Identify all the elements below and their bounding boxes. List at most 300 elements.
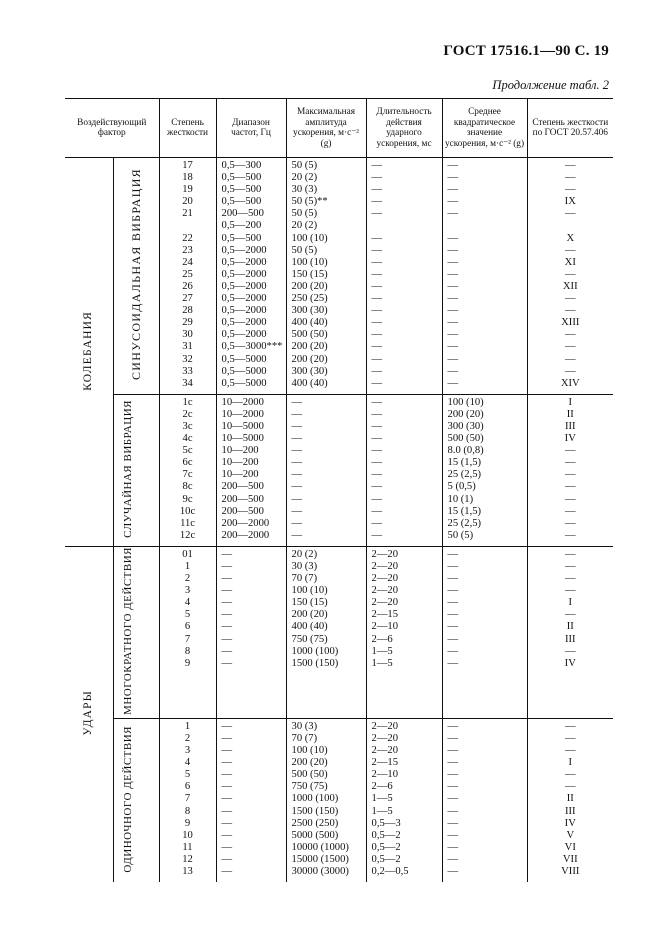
cell-ref: — <box>564 208 576 220</box>
cell-ref: X <box>566 232 575 244</box>
cell-ref: IV <box>564 657 576 669</box>
cell-amp: 200 (20) <box>291 609 328 621</box>
cell-dur: — <box>371 268 383 280</box>
cell-degree: 3с <box>182 420 193 432</box>
table-continuation-note: Продолжение табл. 2 <box>492 78 609 92</box>
cell-rms: — <box>447 244 459 256</box>
cell-freq: — <box>221 561 233 572</box>
cell-rms: — <box>447 160 459 171</box>
cell-freq: 0,5—5000 <box>221 377 267 389</box>
cell-freq: — <box>221 769 233 781</box>
cell-degree: 22 <box>182 232 193 244</box>
cell-amp: 300 (30) <box>291 305 328 317</box>
cell-degree: 25 <box>182 268 193 280</box>
cell-amp: — <box>291 396 303 408</box>
cell-freq: — <box>221 757 233 769</box>
cell-rms: 100 (10) <box>447 396 484 408</box>
cell-degree: 12с <box>179 529 196 541</box>
cell-dur: — <box>371 445 383 457</box>
cell-dur: — <box>371 420 383 432</box>
cell-rms: — <box>447 853 459 865</box>
cell-rms: 5 (0,5) <box>447 481 476 493</box>
cell-amp: — <box>291 517 303 529</box>
cell-dur: 1—5 <box>371 645 393 657</box>
cell-rms: 10 (1) <box>447 493 474 505</box>
cell-degree: 8 <box>184 805 191 817</box>
cell-dur: — <box>371 505 383 517</box>
cell-ref: — <box>564 645 576 657</box>
cell-dur: — <box>371 396 383 408</box>
cell-degree: 5 <box>184 609 191 621</box>
cell-dur: 0,5—2 <box>371 841 401 853</box>
cell-dur: 2—20 <box>371 573 398 585</box>
col-ref <box>527 158 613 395</box>
cell-ref: — <box>564 268 576 280</box>
cell-dur: — <box>371 353 383 365</box>
cell-ref: IX <box>564 196 576 208</box>
cell-degree: 2 <box>184 573 191 585</box>
cell-dur: — <box>371 256 383 268</box>
cell-rms: 15 (1,5) <box>447 505 482 517</box>
col-freq <box>216 718 286 882</box>
cell-rms <box>443 220 527 232</box>
col-rms <box>442 718 527 882</box>
col-dur <box>366 394 442 546</box>
cell-degree: 11с <box>180 517 195 529</box>
cell-ref: — <box>564 573 576 585</box>
cell-amp: 200 (20) <box>291 757 328 769</box>
cell-dur: 2—20 <box>371 732 398 744</box>
cell-dur: — <box>371 293 383 305</box>
cell-rms: — <box>447 280 459 292</box>
cell-freq: 0,5—3000*** <box>221 341 283 353</box>
header-degree: Степень жесткости <box>159 99 216 158</box>
cell-amp: 20 (2) <box>291 220 318 232</box>
cell-ref: — <box>564 305 576 317</box>
cell-degree: 8с <box>182 481 193 493</box>
table-group-row <box>65 718 613 882</box>
cell-amp: 5000 (500) <box>291 829 339 841</box>
cell-ref: — <box>564 172 576 184</box>
cell-rms: — <box>447 585 459 597</box>
cell-dur: 2—20 <box>371 585 398 597</box>
cell-dur: 2—20 <box>371 561 398 572</box>
cell-rms: — <box>447 841 459 853</box>
cell-amp: 1500 (150) <box>291 805 339 817</box>
cell-degree: 4 <box>184 757 191 769</box>
cell-freq: 200—500 <box>221 208 264 220</box>
cell-dur: 2—6 <box>371 633 393 645</box>
cell-ref: — <box>564 353 576 365</box>
cell-ref: III <box>564 633 576 645</box>
cell-rms: 50 (5) <box>447 529 474 541</box>
cell-degree: 13 <box>182 865 193 877</box>
cell-degree: 20 <box>182 196 193 208</box>
cell-amp: 100 (10) <box>291 232 328 244</box>
cell-amp: 30000 (3000) <box>291 865 349 877</box>
cell-amp: 1000 (100) <box>291 645 339 657</box>
cell-dur: 2—20 <box>371 745 398 757</box>
cell-freq: 10—2000 <box>221 408 264 420</box>
cell-degree: 28 <box>182 305 193 317</box>
cell-degree: 27 <box>182 293 193 305</box>
cell-dur: 2—10 <box>371 769 398 781</box>
cell-amp: 15000 (1500) <box>291 853 349 865</box>
cell-degree: 1с <box>182 396 193 408</box>
cell-freq: — <box>221 732 233 744</box>
cell-dur: 1—5 <box>371 657 393 669</box>
cell-amp: 20 (2) <box>291 172 318 184</box>
cell-ref: XI <box>564 256 576 268</box>
cell-freq: 0,5—500 <box>221 184 262 196</box>
header-amplitude: Максимальная амплитуда ускорения, м·с⁻² (g) <box>286 99 366 158</box>
cell-amp: — <box>291 529 303 541</box>
header-rms: Среднее квадратическое значение ускорения, м·с⁻² (g) <box>442 99 527 158</box>
cell-freq: 0,5—500 <box>221 172 262 184</box>
cell-amp: 400 (40) <box>291 377 328 389</box>
category-label: КОЛЕБАНИЯ <box>82 310 95 391</box>
cell-freq: 10—5000 <box>221 433 264 445</box>
header-duration: Длительность действия ударного ускорения, мс <box>366 99 442 158</box>
group-label-cell <box>113 394 159 546</box>
cell-freq: — <box>221 548 233 560</box>
cell-ref: II <box>566 408 574 420</box>
cell-dur: — <box>371 408 383 420</box>
cell-freq: — <box>221 609 233 621</box>
cell-freq: 0,5—5000 <box>221 353 267 365</box>
cell-rms: — <box>447 609 459 621</box>
cell-freq: 10—200 <box>221 457 259 469</box>
col-ref <box>527 718 613 882</box>
cell-amp: 50 (5) <box>291 244 318 256</box>
cell-degree: 2с <box>182 408 193 420</box>
col-freq <box>216 158 286 395</box>
cell-degree: 10 <box>182 829 193 841</box>
col-ref <box>527 394 613 546</box>
group-label-cell <box>113 158 159 395</box>
cell-ref: II <box>566 793 574 805</box>
cell-rms: — <box>447 365 459 377</box>
cell-amp: 200 (20) <box>291 341 328 353</box>
cell-amp: 50 (5)** <box>291 196 328 208</box>
cell-rms: 200 (20) <box>447 408 484 420</box>
cell-degree: 6 <box>184 781 191 793</box>
header-factor: Воздействующий фактор <box>65 99 159 158</box>
cell-rms: 300 (30) <box>447 420 484 432</box>
cell-ref: III <box>564 805 576 817</box>
group-label-cell <box>113 718 159 882</box>
cell-freq: 200—500 <box>221 493 264 505</box>
cell-ref: — <box>564 561 576 572</box>
cell-dur: — <box>371 244 383 256</box>
cell-rms: 15 (1,5) <box>447 457 482 469</box>
cell-ref: — <box>564 781 576 793</box>
cell-degree: 12 <box>182 853 193 865</box>
cell-rms: — <box>447 377 459 389</box>
cell-ref: — <box>564 329 576 341</box>
cell-rms: — <box>447 268 459 280</box>
cell-rms: — <box>447 817 459 829</box>
cell-rms: — <box>447 829 459 841</box>
cell-freq: — <box>221 585 233 597</box>
cell-degree: 10с <box>179 505 196 517</box>
cell-ref: — <box>564 481 576 493</box>
cell-rms: — <box>447 561 459 572</box>
cell-freq: 0,5—200 <box>221 220 262 232</box>
cell-rms: — <box>447 745 459 757</box>
cell-amp: — <box>291 493 303 505</box>
col-rms <box>442 158 527 395</box>
group-label: СИНУСОИДАЛЬНАЯ ВИБРАЦИЯ <box>128 168 143 381</box>
cell-freq: 0,5—2000 <box>221 244 267 256</box>
cell-dur: — <box>371 208 383 220</box>
cell-freq: — <box>221 805 233 817</box>
col-dur <box>366 546 442 718</box>
cell-freq: 0,5—2000 <box>221 293 267 305</box>
cell-degree: 3 <box>184 745 191 757</box>
cell-amp: 250 (25) <box>291 293 328 305</box>
cell-freq: 0,5—300 <box>221 160 262 171</box>
cell-degree: 19 <box>182 184 193 196</box>
table-header <box>65 99 613 158</box>
cell-rms: — <box>447 208 459 220</box>
cell-amp: 1000 (100) <box>291 793 339 805</box>
cell-rms: — <box>447 232 459 244</box>
cell-ref: XIII <box>561 317 580 329</box>
cell-amp: 100 (10) <box>291 256 328 268</box>
cell-ref <box>528 220 614 232</box>
cell-rms: — <box>447 781 459 793</box>
cell-dur: 0,5—3 <box>371 817 401 829</box>
cell-rms: — <box>447 573 459 585</box>
cell-freq: — <box>221 621 233 633</box>
cell-ref: — <box>564 769 576 781</box>
cell-rms: 8.0 (0,8) <box>447 445 484 457</box>
category-label-cell <box>65 158 113 547</box>
cell-degree: 34 <box>182 377 193 389</box>
cell-amp: — <box>291 408 303 420</box>
cell-dur: 0,5—2 <box>371 829 401 841</box>
cell-freq: 0,5—500 <box>221 196 262 208</box>
cell-ref: — <box>564 732 576 744</box>
cell-dur: — <box>371 172 383 184</box>
cell-dur: — <box>371 469 383 481</box>
cell-dur: — <box>371 232 383 244</box>
cell-ref: VII <box>562 853 578 865</box>
cell-freq: 10—200 <box>221 445 259 457</box>
cell-rms: — <box>447 305 459 317</box>
cell-rms: — <box>447 621 459 633</box>
cell-freq: — <box>221 865 233 877</box>
cell-ref: — <box>564 184 576 196</box>
cell-degree: 5с <box>182 445 193 457</box>
cell-rms: 25 (2,5) <box>447 517 482 529</box>
cell-amp: 150 (15) <box>291 597 328 609</box>
cell-rms: — <box>447 317 459 329</box>
group-label: ОДИНОЧНОГО ДЕЙСТВИЯ <box>122 725 134 873</box>
cell-dur: — <box>371 365 383 377</box>
cell-rms: — <box>447 865 459 877</box>
cell-freq: — <box>221 853 233 865</box>
cell-ref: IV <box>564 433 576 445</box>
cell-freq: 10—200 <box>221 469 259 481</box>
cell-rms: — <box>447 645 459 657</box>
cell-freq: — <box>221 657 233 669</box>
cell-freq: 200—2000 <box>221 517 270 529</box>
cell-freq: 200—500 <box>221 481 264 493</box>
cell-amp: — <box>291 469 303 481</box>
col-amp <box>286 718 366 882</box>
cell-ref: — <box>564 341 576 353</box>
cell-ref: — <box>564 529 576 541</box>
cell-rms: — <box>447 757 459 769</box>
cell-ref: V <box>566 829 575 841</box>
cell-ref: — <box>564 548 576 560</box>
cell-ref: — <box>564 609 576 621</box>
page-header: ГОСТ 17516.1—90 С. 19 <box>443 43 609 59</box>
cell-degree: 21 <box>182 208 193 220</box>
col-amp <box>286 394 366 546</box>
cell-freq: 0,5—2000 <box>221 256 267 268</box>
cell-amp: 200 (20) <box>291 280 328 292</box>
table-group-row <box>65 158 613 395</box>
cell-degree <box>160 220 216 232</box>
cell-rms: — <box>447 341 459 353</box>
col-freq <box>216 546 286 718</box>
cell-freq: — <box>221 720 233 732</box>
cell-rms: — <box>447 329 459 341</box>
cell-ref: — <box>564 493 576 505</box>
cell-degree: 8 <box>184 645 191 657</box>
cell-freq: 0,5—2000 <box>221 268 267 280</box>
cell-ref: I <box>568 757 573 769</box>
cell-degree: 1 <box>184 561 191 572</box>
cell-degree: 3 <box>184 585 191 597</box>
cell-amp: — <box>291 420 303 432</box>
cell-degree: 23 <box>182 244 193 256</box>
cell-dur: — <box>371 329 383 341</box>
cell-ref: — <box>564 293 576 305</box>
cell-amp: 200 (20) <box>291 353 328 365</box>
cell-amp: 2500 (250) <box>291 817 339 829</box>
cell-degree: 11 <box>182 841 193 853</box>
cell-rms: — <box>447 769 459 781</box>
cell-degree: 24 <box>182 256 193 268</box>
cell-ref: III <box>564 420 576 432</box>
category-label-cell <box>65 546 113 882</box>
cell-ref: I <box>568 396 573 408</box>
cell-dur: 1—5 <box>371 793 393 805</box>
cell-amp: 50 (5) <box>291 160 318 171</box>
cell-amp: 750 (75) <box>291 781 328 793</box>
cell-dur: 2—20 <box>371 597 398 609</box>
cell-ref: — <box>564 365 576 377</box>
cell-degree: 9с <box>182 493 193 505</box>
cell-degree: 33 <box>182 365 193 377</box>
cell-degree: 6с <box>182 457 193 469</box>
col-dur <box>366 158 442 395</box>
group-label-cell <box>113 546 159 718</box>
cell-dur: 2—20 <box>371 720 398 732</box>
cell-degree: 9 <box>184 657 191 669</box>
cell-degree: 5 <box>184 769 191 781</box>
cell-degree: 26 <box>182 280 193 292</box>
cell-dur: 2—20 <box>371 548 398 560</box>
col-amp <box>286 546 366 718</box>
cell-amp: 30 (3) <box>291 720 318 732</box>
cell-rms: — <box>447 172 459 184</box>
cell-ref: — <box>564 469 576 481</box>
cell-dur: 2—15 <box>371 609 398 621</box>
header-frequency: Диапазон частот, Гц <box>216 99 286 158</box>
cell-freq: 0,5—2000 <box>221 329 267 341</box>
cell-freq: — <box>221 645 233 657</box>
cell-degree: 9 <box>184 817 191 829</box>
cell-dur: — <box>371 341 383 353</box>
cell-degree: 29 <box>182 317 193 329</box>
cell-dur: — <box>371 493 383 505</box>
cell-ref: — <box>564 745 576 757</box>
cell-degree: 31 <box>182 341 193 353</box>
cell-rms: — <box>447 353 459 365</box>
cell-dur: 0,2—0,5 <box>371 865 409 877</box>
cell-degree: 18 <box>182 172 193 184</box>
cell-freq: 0,5—2000 <box>221 305 267 317</box>
cell-ref: — <box>564 244 576 256</box>
group-label: МНОГОКРАТНОГО ДЕЙСТВИЯ <box>122 546 134 715</box>
cell-degree: 4 <box>184 597 191 609</box>
cell-rms: — <box>447 793 459 805</box>
cell-freq: — <box>221 597 233 609</box>
cell-ref: VI <box>564 841 576 853</box>
cell-ref: XIV <box>560 377 580 389</box>
cell-ref: VIII <box>561 865 580 877</box>
cell-amp: — <box>291 481 303 493</box>
cell-dur: — <box>371 457 383 469</box>
cell-amp: 750 (75) <box>291 633 328 645</box>
cell-freq: 200—2000 <box>221 529 270 541</box>
cell-degree: 7 <box>184 633 191 645</box>
cell-rms: — <box>447 256 459 268</box>
cell-amp: — <box>291 445 303 457</box>
col-ref <box>527 546 613 718</box>
cell-degree: 17 <box>182 160 193 171</box>
cell-rms: — <box>447 657 459 669</box>
cell-degree: 7с <box>182 469 193 481</box>
cell-ref: — <box>564 517 576 529</box>
cell-amp: 30 (3) <box>291 184 318 196</box>
cell-dur: — <box>371 529 383 541</box>
cell-rms: — <box>447 548 459 560</box>
cell-degree: 30 <box>182 329 193 341</box>
cell-dur: 0,5—2 <box>371 853 401 865</box>
cell-freq: — <box>221 841 233 853</box>
cell-ref: II <box>566 621 574 633</box>
cell-amp: 20 (2) <box>291 548 318 560</box>
table-group-row <box>65 394 613 546</box>
cell-dur: 2—10 <box>371 621 398 633</box>
severity-table <box>65 98 613 882</box>
col-degree <box>159 718 216 882</box>
cell-dur: — <box>371 196 383 208</box>
cell-freq: — <box>221 793 233 805</box>
cell-dur: — <box>371 280 383 292</box>
cell-freq: 0,5—2000 <box>221 317 267 329</box>
cell-amp: 300 (30) <box>291 365 328 377</box>
cell-rms: — <box>447 196 459 208</box>
cell-dur: — <box>371 160 383 171</box>
cell-dur: — <box>371 305 383 317</box>
